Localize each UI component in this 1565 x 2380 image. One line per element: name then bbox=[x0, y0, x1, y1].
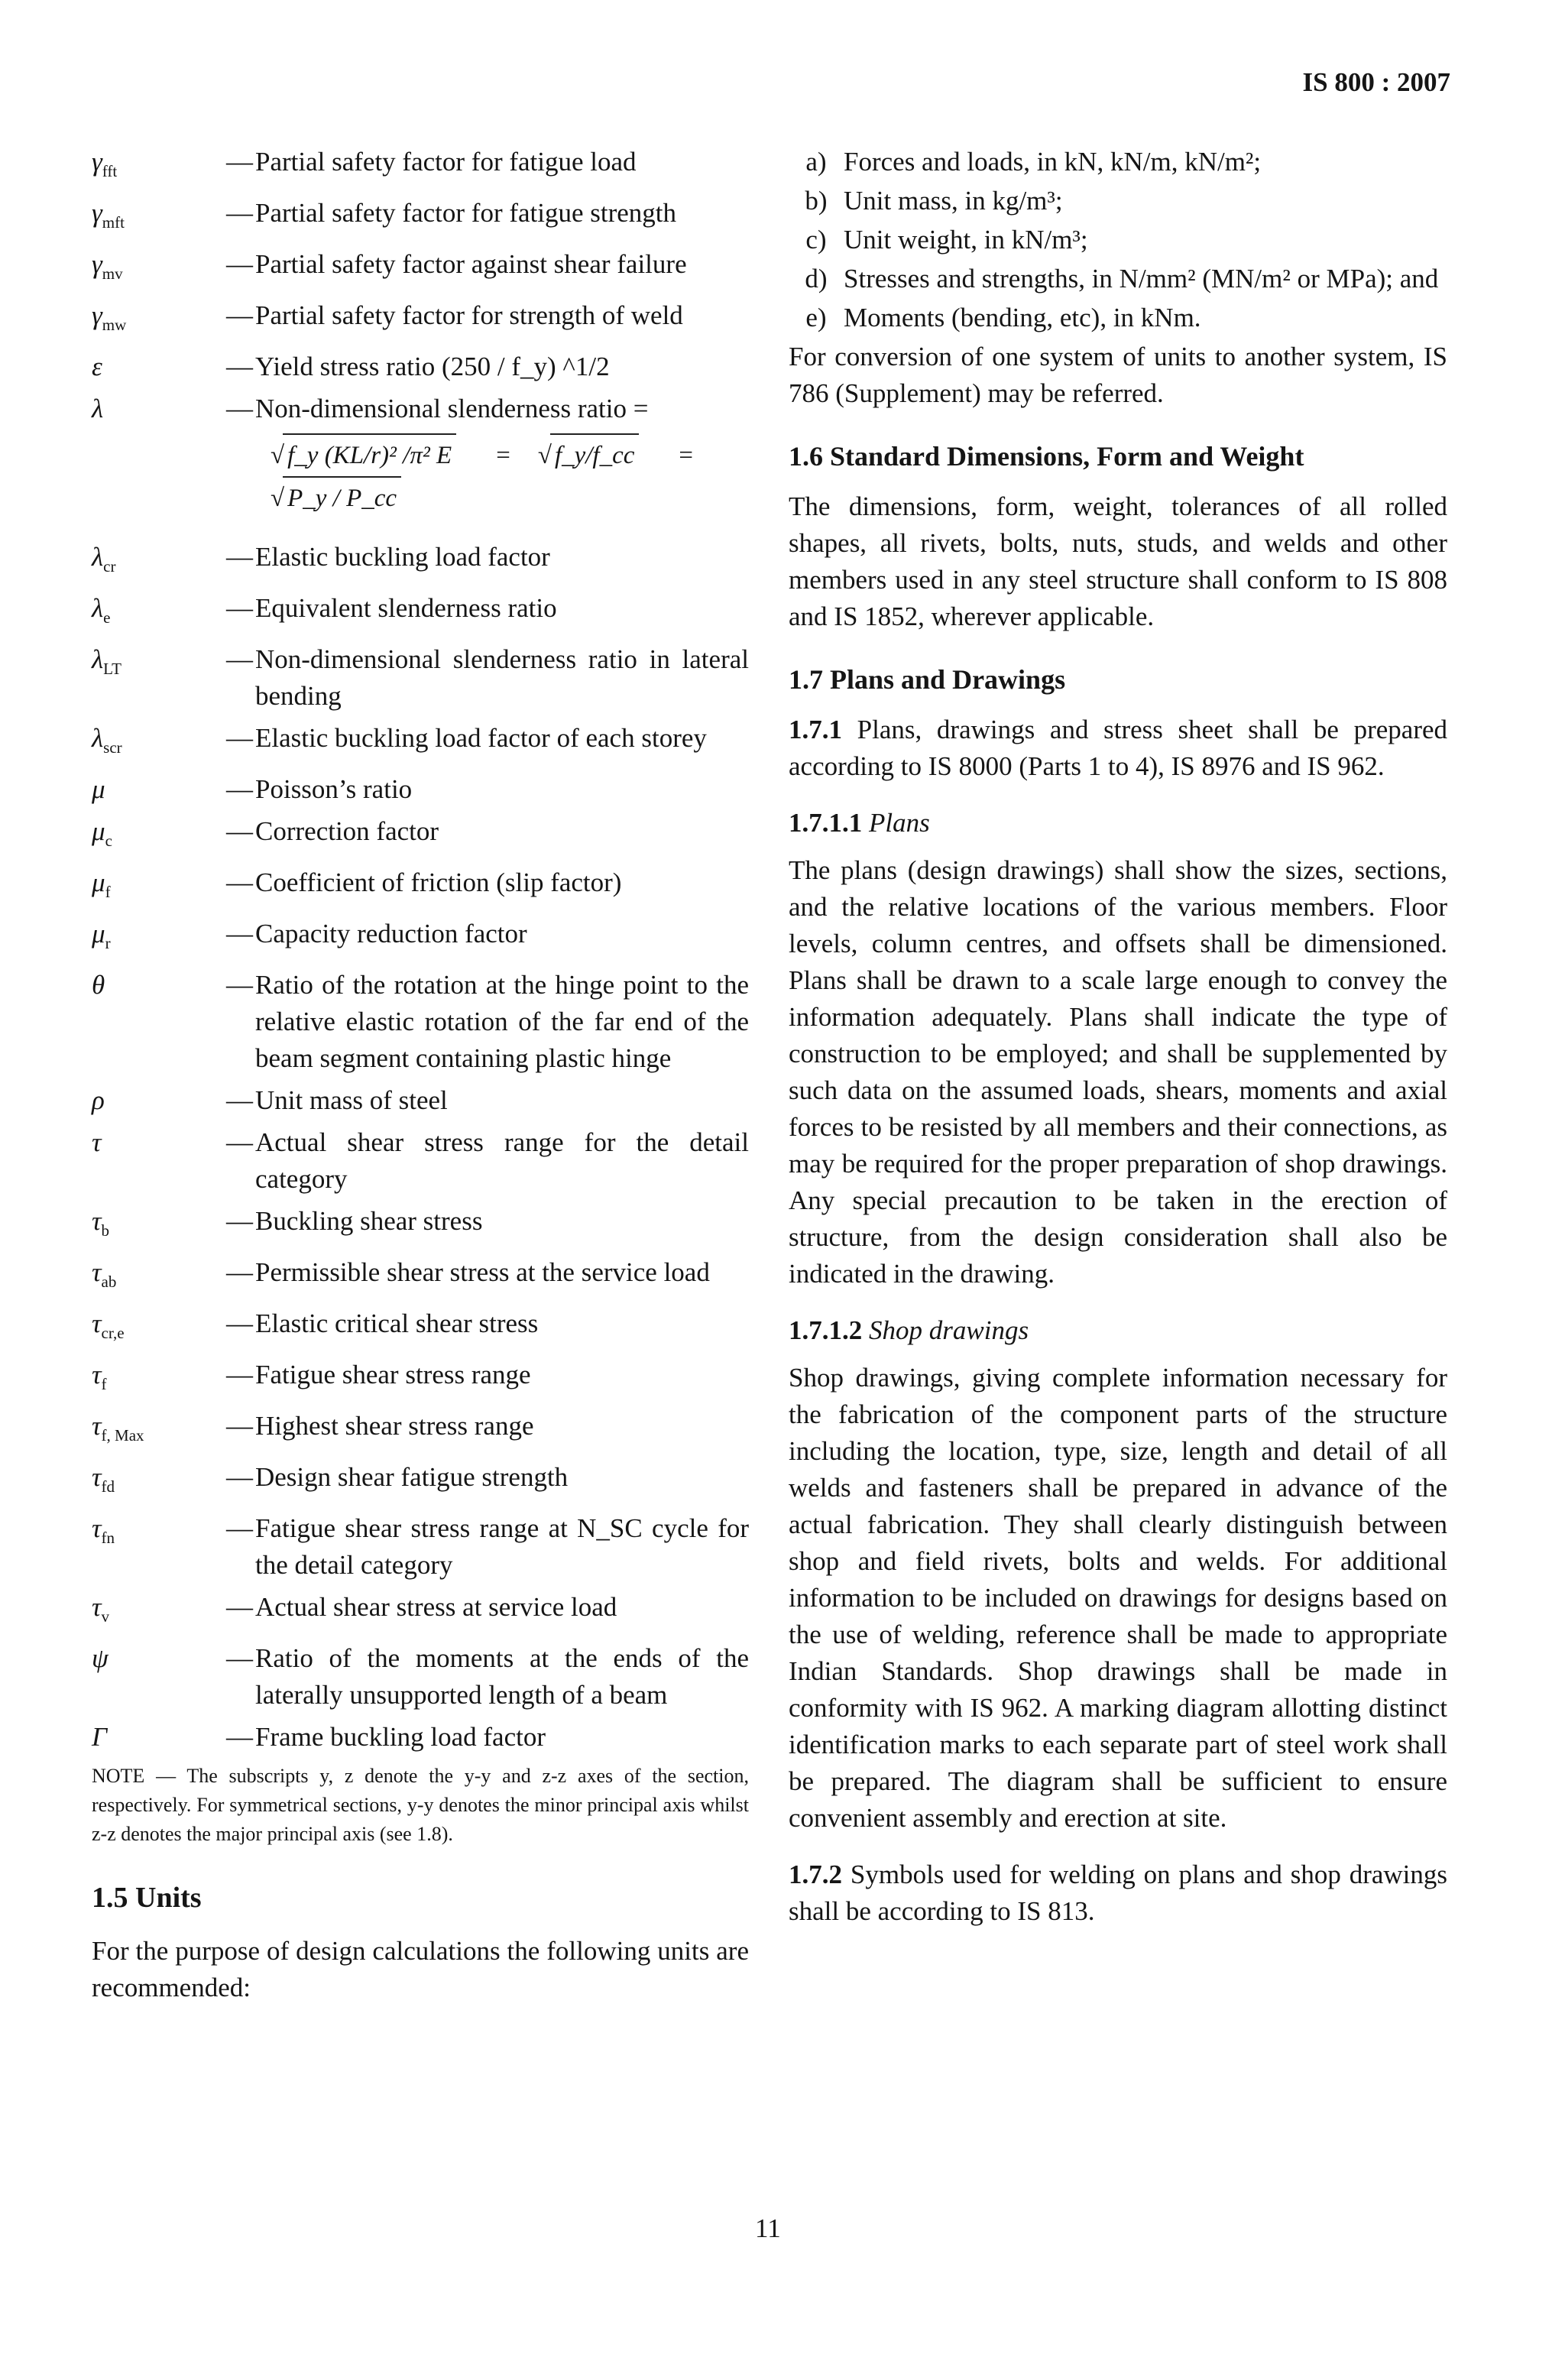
unit-item-text: Moments (bending, etc), in kNm. bbox=[844, 303, 1201, 332]
symbol-base: ρ bbox=[92, 1085, 105, 1115]
symbol-row bbox=[92, 771, 749, 808]
section-1-6-text: The dimensions, form, weight, tolerances of all rolled shapes, all rivets, bolts, nuts, studs, and welds and other members used in any steel structure shall conform to IS 808 and IS 1852, wherever applicable. bbox=[789, 491, 1447, 631]
symbol-description: Correction factor bbox=[255, 816, 439, 846]
symbol-base: μ bbox=[92, 919, 105, 948]
symbol bbox=[92, 1203, 206, 1249]
definition-dash: — bbox=[226, 816, 253, 846]
symbol-subscript: f bbox=[101, 1375, 107, 1393]
definition-dash: — bbox=[226, 1513, 253, 1543]
symbol-base: μ bbox=[92, 816, 105, 846]
symbol-base: τ bbox=[92, 1360, 102, 1389]
clause-1-7-1-1-heading bbox=[789, 805, 1447, 841]
symbol-base: τ bbox=[92, 1308, 102, 1338]
symbol-row bbox=[92, 967, 749, 1077]
symbol bbox=[92, 1719, 206, 1756]
unit-item-label: a) bbox=[805, 147, 827, 177]
symbol-row bbox=[92, 813, 749, 859]
symbol-row bbox=[92, 1640, 749, 1714]
definition-dash: — bbox=[226, 1257, 253, 1287]
symbol-list bbox=[92, 144, 749, 427]
symbol-row bbox=[92, 195, 749, 241]
symbol-row bbox=[92, 1719, 749, 1756]
definition-dash: — bbox=[226, 1085, 253, 1115]
symbol bbox=[92, 1510, 206, 1556]
definition-dash: — bbox=[226, 1411, 253, 1441]
symbol-row bbox=[92, 1124, 749, 1198]
symbol-row bbox=[92, 297, 749, 343]
definition-dash: — bbox=[226, 644, 253, 674]
page-number: 11 bbox=[755, 2213, 781, 2243]
symbol-subscript: mft bbox=[102, 213, 125, 232]
symbol bbox=[92, 1082, 206, 1119]
symbol-base: τ bbox=[92, 1127, 102, 1157]
clause-1-7-2 bbox=[789, 1856, 1447, 1930]
units-list bbox=[789, 144, 1447, 336]
symbol bbox=[92, 246, 206, 292]
symbol-row bbox=[92, 1305, 749, 1351]
conversion-text: For conversion of one system of units to another system, IS 786 (Supplement) may be referred. bbox=[789, 342, 1447, 408]
symbol-subscript: fd bbox=[101, 1477, 115, 1496]
symbol-subscript: LT bbox=[103, 660, 122, 678]
unit-item bbox=[789, 261, 1447, 297]
formula-part-1: √ f_y (KL/r)² /π² E bbox=[283, 433, 456, 476]
symbol-subscript: r bbox=[105, 934, 111, 952]
symbol-base: ε bbox=[92, 352, 102, 381]
symbol bbox=[92, 1459, 206, 1505]
symbol-description: Partial safety factor against shear failure bbox=[255, 249, 687, 279]
clause-1-7-1 bbox=[789, 712, 1447, 785]
symbol bbox=[92, 391, 206, 427]
unit-item bbox=[789, 300, 1447, 336]
symbol-subscript: fft bbox=[102, 162, 118, 180]
definition-dash: — bbox=[226, 147, 253, 177]
definition-dash: — bbox=[226, 198, 253, 228]
symbol bbox=[92, 1408, 206, 1454]
symbol-description: Actual shear stress at service load bbox=[255, 1592, 617, 1622]
symbol-row bbox=[92, 1510, 749, 1584]
symbol-description: Ratio of the rotation at the hinge point to the relative elastic rotation of the far end of the beam segment containing plastic hinge bbox=[255, 970, 749, 1073]
symbol bbox=[92, 967, 206, 1004]
clause-1-7-1-number: 1.7.1 bbox=[789, 715, 842, 744]
symbol bbox=[92, 1254, 206, 1300]
standard-code-header: IS 800 : 2007 bbox=[1302, 67, 1450, 97]
section-1-5-text: For the purpose of design calculations the following units are recommended: bbox=[92, 1936, 749, 2002]
clause-1-7-1-2-number: 1.7.1.2 bbox=[789, 1315, 863, 1345]
unit-item bbox=[789, 222, 1447, 258]
symbol-base: λ bbox=[92, 723, 104, 753]
symbol-subscript: f, Max bbox=[101, 1426, 144, 1445]
symbol-description: Frame buckling load factor bbox=[255, 1722, 546, 1752]
symbol-description: Fatigue shear stress range at N_SC cycle for the detail category bbox=[255, 1513, 749, 1580]
definition-dash: — bbox=[226, 1308, 253, 1338]
symbol-row bbox=[92, 391, 749, 427]
symbol-base: λ bbox=[92, 593, 104, 623]
clause-1-7-1-1-number: 1.7.1.1 bbox=[789, 808, 863, 838]
definition-dash: — bbox=[226, 1722, 253, 1752]
symbol-row bbox=[92, 641, 749, 715]
symbol-subscript: b bbox=[101, 1221, 110, 1240]
formula-equals-2: = bbox=[679, 442, 694, 469]
symbol bbox=[92, 1640, 206, 1677]
symbol-description: Fatigue shear stress range bbox=[255, 1360, 531, 1389]
symbol-description: Buckling shear stress bbox=[255, 1206, 483, 1236]
definition-dash: — bbox=[226, 1206, 253, 1236]
symbol-row bbox=[92, 246, 749, 292]
clause-1-7-2-text: Symbols used for welding on plans and shop drawings shall be according to IS 813. bbox=[789, 1860, 1448, 1926]
symbol-description: Partial safety factor for fatigue load bbox=[255, 147, 637, 177]
symbol-row bbox=[92, 144, 749, 190]
symbol-base: μ bbox=[92, 774, 105, 804]
definition-dash: — bbox=[226, 867, 253, 897]
formula-part-3: √ P_y / P_cc bbox=[283, 476, 401, 519]
definition-dash: — bbox=[226, 1643, 253, 1673]
symbol-base: Γ bbox=[92, 1722, 107, 1752]
symbol bbox=[92, 916, 206, 961]
symbol-description: Elastic critical shear stress bbox=[255, 1308, 539, 1338]
section-1-5-heading: 1.5 Units bbox=[92, 1882, 202, 1914]
definition-dash: — bbox=[226, 542, 253, 572]
symbol-row bbox=[92, 1459, 749, 1505]
symbol-subscript: mw bbox=[102, 316, 127, 334]
symbol-description: Elastic buckling load factor of each storey bbox=[255, 723, 707, 753]
formula-equals-1: = bbox=[496, 442, 510, 469]
symbol-base: γ bbox=[92, 198, 102, 228]
symbol-base: τ bbox=[92, 1592, 102, 1622]
symbol-base: γ bbox=[92, 300, 102, 330]
definition-dash: — bbox=[226, 352, 253, 381]
definition-dash: — bbox=[226, 300, 253, 330]
clause-1-7-1-2-text: Shop drawings, giving complete information necessary for the fabrication of the component parts of the structure including the location, type, size, length and detail of all welds and fasteners shall be prepared in advance of the actual fabrication. They shall clearly distinguish between shop and field rivets, bolts and welds. For additional information to be included on drawings for designs based on the use of welding, reference shall be made to appropriate Indian Standards. Shop drawings shall be made in conformity with IS 962. A marking diagram allotting distinct identification marks to each separate part of steel work shall be prepared. The diagram shall be sufficient to ensure convenient assembly and erection at site. bbox=[789, 1363, 1447, 1833]
unit-item-text: Stresses and strengths, in N/mm² (MN/m² or MPa); and bbox=[844, 264, 1439, 293]
symbol bbox=[92, 1305, 206, 1351]
symbol-row bbox=[92, 1357, 749, 1402]
symbol-description: Highest shear stress range bbox=[255, 1411, 534, 1441]
formula-part-2: √ f_y/f_cc bbox=[550, 433, 640, 476]
symbol-description: Design shear fatigue strength bbox=[255, 1462, 569, 1492]
symbol bbox=[92, 771, 206, 808]
symbol-list-continued bbox=[92, 539, 749, 1756]
unit-item-label: c) bbox=[805, 225, 827, 255]
symbol-description: Non-dimensional slenderness ratio = bbox=[255, 394, 649, 423]
symbol bbox=[92, 641, 206, 687]
section-1-6-heading: 1.6 Standard Dimensions, Form and Weight bbox=[789, 441, 1304, 472]
symbol-description: Partial safety factor for strength of weld bbox=[255, 300, 683, 330]
symbol-row bbox=[92, 1589, 749, 1635]
clause-1-7-1-1-text: The plans (design drawings) shall show the sizes, sections, and the relative locations of the various members. Floor levels, column centres, and offsets shall be dimensioned. Plans shall be drawn to a scale large enough to convey the information adequately. Plans shall indicate the type of construction to be employed; and shall be supplemented by such data on the assumed loads, shears, moments and axial forces to be resisted by all members and their connections, as may be required for the proper preparation of shop drawings. Any special precaution to be taken in the erection of structure, from the design consideration shall also be indicated in the drawing. bbox=[789, 855, 1447, 1289]
symbol-base: λ bbox=[92, 394, 104, 423]
symbol-row bbox=[92, 916, 749, 961]
definition-dash: — bbox=[226, 593, 253, 623]
section-1-7-heading: 1.7 Plans and Drawings bbox=[789, 664, 1066, 695]
unit-item-label: e) bbox=[805, 303, 827, 332]
symbol-row bbox=[92, 720, 749, 766]
symbol-base: λ bbox=[92, 644, 104, 674]
unit-item-text: Unit weight, in kN/m³; bbox=[844, 225, 1088, 255]
symbol-subscript: cr,e bbox=[101, 1324, 125, 1342]
definition-dash: — bbox=[226, 723, 253, 753]
definition-dash: — bbox=[226, 249, 253, 279]
symbol-base: γ bbox=[92, 147, 102, 177]
symbol bbox=[92, 349, 206, 385]
symbol-description: Permissible shear stress at the service load bbox=[255, 1257, 710, 1287]
definition-dash: — bbox=[226, 1462, 253, 1492]
symbol-base: ψ bbox=[92, 1643, 109, 1673]
symbol-base: τ bbox=[92, 1411, 102, 1441]
symbol-base: μ bbox=[92, 867, 105, 897]
slenderness-formula bbox=[283, 433, 749, 519]
symbol bbox=[92, 539, 206, 585]
unit-item-label: d) bbox=[805, 264, 828, 293]
symbol-subscript: v bbox=[101, 1607, 110, 1626]
symbol-description: Capacity reduction factor bbox=[255, 919, 527, 948]
symbol bbox=[92, 864, 206, 910]
unit-item-text: Forces and loads, in kN, kN/m, kN/m²; bbox=[844, 147, 1262, 177]
symbol-description: Yield stress ratio (250 / f_y) ^1/2 bbox=[255, 352, 610, 381]
symbol-subscript: e bbox=[103, 608, 111, 627]
symbol-base: τ bbox=[92, 1462, 102, 1492]
subscript-note: NOTE — The subscripts y, z denote the y-y and z-z axes of the section, respectively. For symmetrical sections, y-y denotes the minor principal axis whilst z-z denotes the major principal axis (see 1.8). bbox=[92, 1765, 749, 1845]
symbol bbox=[92, 1357, 206, 1402]
symbol-row bbox=[92, 539, 749, 585]
symbol-description: Coefficient of friction (slip factor) bbox=[255, 867, 622, 897]
symbol-row bbox=[92, 1408, 749, 1454]
unit-item-label: b) bbox=[805, 186, 828, 216]
symbol bbox=[92, 195, 206, 241]
symbol-base: τ bbox=[92, 1513, 102, 1543]
symbol-row bbox=[92, 1203, 749, 1249]
clause-1-7-2-number: 1.7.2 bbox=[789, 1860, 842, 1889]
definition-dash: — bbox=[226, 919, 253, 948]
symbol-subscript: f bbox=[105, 883, 111, 901]
symbol-row bbox=[92, 864, 749, 910]
symbol-subscript: cr bbox=[103, 557, 116, 576]
left-column bbox=[92, 144, 749, 2017]
definition-dash: — bbox=[226, 970, 253, 1000]
symbol-row bbox=[92, 590, 749, 636]
right-column bbox=[789, 144, 1447, 1941]
symbol-description: Ratio of the moments at the ends of the laterally unsupported length of a beam bbox=[255, 1643, 749, 1710]
symbol-description: Non-dimensional slenderness ratio in lateral bending bbox=[255, 644, 749, 711]
symbol bbox=[92, 813, 206, 859]
clause-1-7-1-text: Plans, drawings and stress sheet shall be prepared according to IS 8000 (Parts 1 to 4), IS 8976 and IS 962. bbox=[789, 715, 1448, 781]
clause-1-7-1-2-heading bbox=[789, 1312, 1447, 1349]
symbol-description: Equivalent slenderness ratio bbox=[255, 593, 557, 623]
symbol bbox=[92, 1589, 206, 1635]
symbol-base: λ bbox=[92, 542, 104, 572]
symbol-row bbox=[92, 349, 749, 385]
symbol-description: Partial safety factor for fatigue strength bbox=[255, 198, 677, 228]
clause-1-7-1-1-title: Plans bbox=[869, 808, 930, 838]
unit-item bbox=[789, 183, 1447, 219]
unit-item-text: Unit mass, in kg/m³; bbox=[844, 186, 1063, 216]
symbol-description: Poisson’s ratio bbox=[255, 774, 413, 804]
symbol-row bbox=[92, 1254, 749, 1300]
symbol bbox=[92, 1124, 206, 1161]
definition-dash: — bbox=[226, 1360, 253, 1389]
symbol-subscript: mv bbox=[102, 264, 123, 283]
symbol-subscript: ab bbox=[101, 1273, 117, 1291]
unit-item bbox=[789, 144, 1447, 180]
symbol-subscript: scr bbox=[103, 738, 122, 757]
symbol-base: τ bbox=[92, 1206, 102, 1236]
symbol bbox=[92, 297, 206, 343]
symbol-subscript: c bbox=[105, 832, 112, 850]
definition-dash: — bbox=[226, 1127, 253, 1157]
symbol bbox=[92, 720, 206, 766]
symbol-description: Unit mass of steel bbox=[255, 1085, 448, 1115]
symbol-row bbox=[92, 1082, 749, 1119]
symbol-description: Actual shear stress range for the detail category bbox=[255, 1127, 749, 1194]
symbol-description: Elastic buckling load factor bbox=[255, 542, 550, 572]
symbol-base: τ bbox=[92, 1257, 102, 1287]
symbol bbox=[92, 590, 206, 636]
clause-1-7-1-2-title: Shop drawings bbox=[869, 1315, 1029, 1345]
definition-dash: — bbox=[226, 394, 253, 423]
symbol bbox=[92, 144, 206, 190]
symbol-base: θ bbox=[92, 970, 105, 1000]
definition-dash: — bbox=[226, 1592, 253, 1622]
definition-dash: — bbox=[226, 774, 253, 804]
symbol-subscript: fn bbox=[101, 1529, 115, 1547]
symbol-base: γ bbox=[92, 249, 102, 279]
